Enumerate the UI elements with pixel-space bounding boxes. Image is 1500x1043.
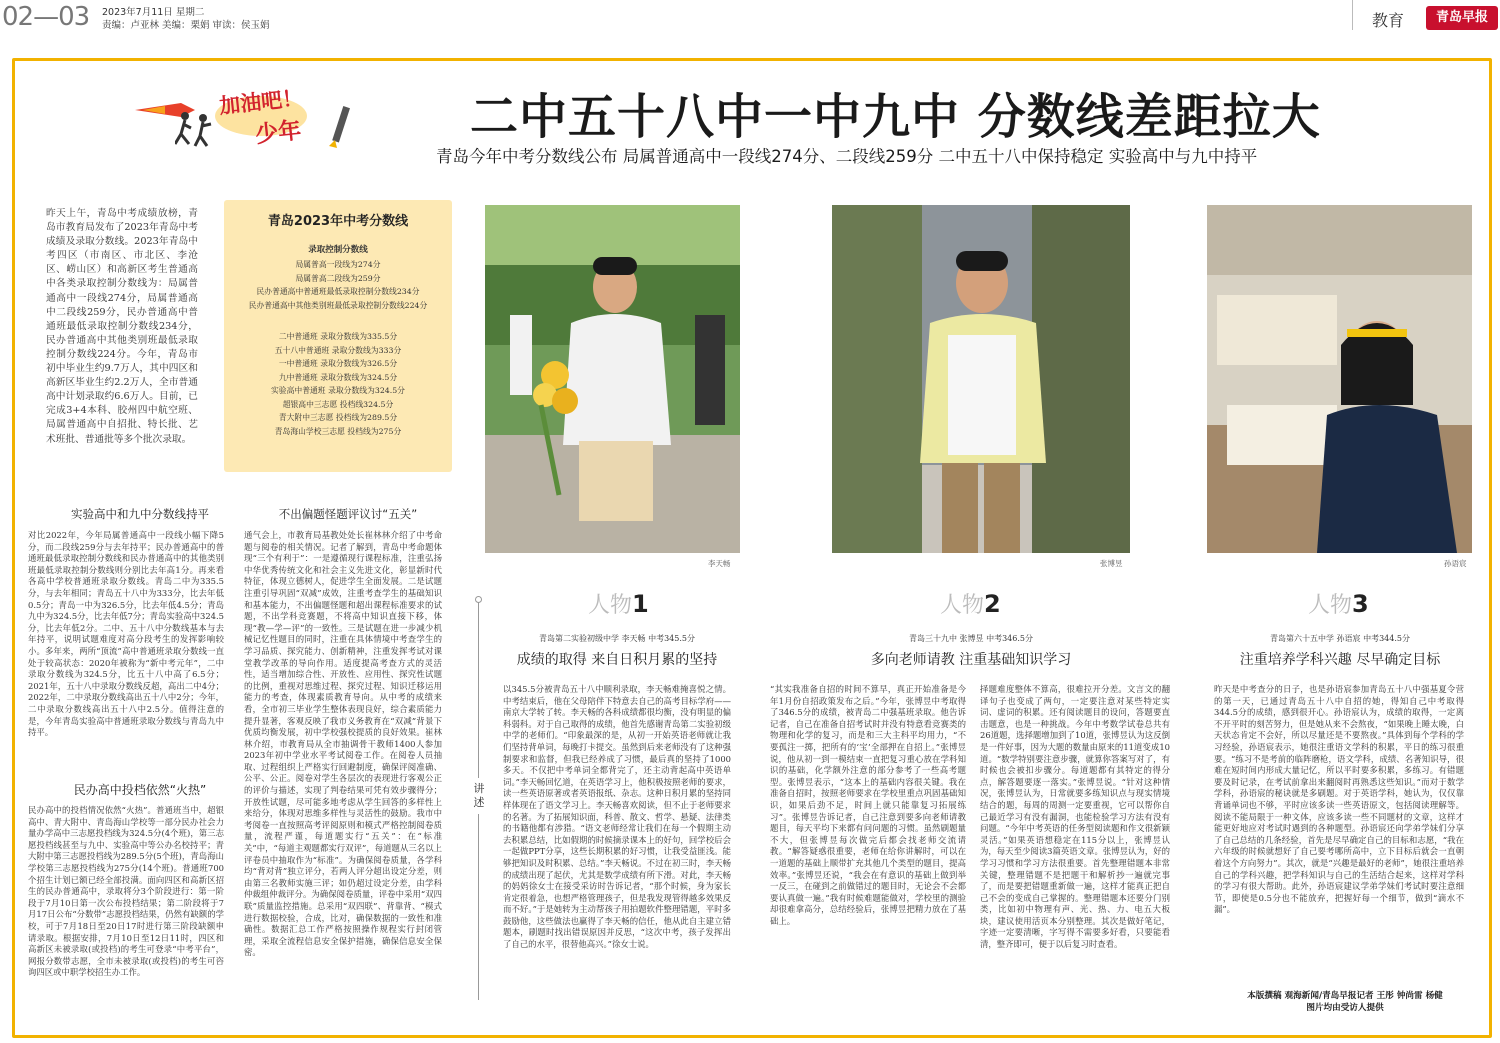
person2-label-text: 人物 [940, 593, 985, 618]
person1-number: 1 [632, 590, 649, 618]
editor-credits: 责编：卢亚林 美编：栗娟 审读：侯玉娟 [102, 20, 270, 31]
runners-icon [175, 110, 219, 150]
page-header [0, 0, 1500, 40]
credit-text: 本版撰稿 观海新闻/青岛早报记者 王彤 钟尚雷 杨健 图片均由受访人提供 [1247, 991, 1443, 1013]
school-line: 二中普通班 录取分数线为335.5分 [278, 332, 398, 341]
divider-dot [475, 596, 482, 603]
score-box-title: 青岛2023年中考分数线 [267, 214, 409, 229]
subheadline: 青岛今年中考分数线公布 局属普通高中一段线274分、二段线259分 二中五十八中保持稳定 实验高中与九中持平 [436, 147, 1258, 166]
badge-line2: 少年 [254, 117, 303, 149]
photo-zhang-boyu [832, 205, 1130, 553]
control-line: 局属普高二段线为259分 [295, 273, 381, 283]
person1-text: 以345.5分被青岛五十八中顺利录取，李天畅难掩喜悦之情。中考结束后，他在父母陪伴下特意去自己的高考目标学府——南京大学转了转。李天畅的各科成绩都很均衡，没有明显的偏科弱科。对于自己取得的成绩，他首先感谢青岛第二实验初级中学的老师们。“印象最深的是，从初一开始英语老师就让我们坚持背单词，每晚打卡提交。虽然到后来老师没有了这种强制要求和监督，但我已经养成了习惯，最后真的坚持了1000多天。不仅把中考单词全都背完了，还主动背起高中英语单词。”李天畅回忆道，在英语学习上，他积极按照老师的要求，读一些英语原著或者英语报纸、杂志。这种日积月累的坚持同样体现在了语文学习上。李天畅喜欢阅读，但不止于老师要求的名著。为了拓展知识面，科普、散文、哲学、悬疑、法律类的书籍他都有涉猎。“语文老师经常让我们在每一个假期主动去积累总结，比如假期的时候摘录课本上的好句，回学校后会一起做PPT分享，这些长期积累的好习惯，让我受益匪浅。能够把知识及时积累、总结。”李天畅说。不过在初三时，李天畅的成绩出现了起伏，尤其是数学成绩有所下滑。对此，李天畅的妈妈徐女士在接受采访时告诉记者，“那个时候，身为家长肯定很着急，也想严格管理孩子，但是我发现管得越多效果反而不好。”于是她转为主动帮孩子用拍题软件整理错题，平时多鼓励他，这些做法也赢得了李天畅的信任，他从此自主建立错题本，刷题时找出错误原因并反思，“这次中考，孩子发挥出了自己的水平，很替他高兴。”徐女士说。 [503, 684, 731, 950]
photo-caption-3: 孙语宸 [1444, 559, 1467, 568]
issue-date: 2023年7月11日 星期二 [102, 7, 205, 18]
school-line: 青大附中三志愿 投档线为289.5分 [278, 413, 398, 422]
badge-line1: 加油吧！ [218, 85, 305, 119]
person3-text: 昨天是中考查分的日子，也是孙语宸参加青岛五十八中强基夏令营的第一天，已通过青岛五十八中自招的她，得知自己中考取得344.5分的成绩，感到很开心。孙语宸认为，成绩的取得，一定离不开平时的刻苦努力，但是她从来不会熬夜，“如果晚上睡太晚，白天状态肯定不会好，所以尽量还是不要熬夜。”具体到每个学科的学习经验，孙语宸表示，她很注重语文学科的积累，平日的练习很重要。“练习不是考前的临阵磨枪，语文学科，成绩、名著知识导，很难在短时间内形成大量记忆，所以平时要多积累，多练习。有错题要及时记录，在考试前拿出来翻阅时再熟悉这些知识。”而对于数学学科，孙语宸的秘诀就是多刷题。对于英语学科，她认为，仅仅靠背诵单词也不够，平时应该多读一些英语原文，包括阅读理解等。阅读不能局限于一种文体，应该多读一些不同题材的文章，这样才能更好地应对考试时遇到的各种题型。孙语宸还向学弟学妹们分享了自己总结的几条经验，首先是尽早确定自己的目标和志愿，“我在六年级的时候就想好了自己要考哪所高中，立下目标后就会一直朝着这个方向努力”。其次，就是“兴趣是最好的老师”，她很注重培养自己的学科兴趣，把学科知识与自己的生活结合起来，这样对学科的学习有很大帮助。此外，孙语宸建议学弟学妹们考试时要注意细节，即使是0.5分也不能放弃，把握好每一个细节，做到“滴水不漏”。 [1214, 684, 1464, 915]
col2-heading: 不出偏题怪题评议讨“五关” [278, 507, 418, 521]
person3-info: 青岛第六十五中学 孙语宸 中考344.5分 [1270, 634, 1410, 643]
score-line-box [224, 200, 452, 472]
pen-icon [323, 106, 355, 150]
photo-caption-1: 李天畅 [708, 559, 731, 568]
control-heading: 录取控制分数线 [308, 245, 368, 255]
person2-number: 2 [984, 590, 1001, 618]
control-line: 民办普通高中其他类别班最低录取控制分数线224分 [248, 300, 428, 310]
school-line: 九中普通班 录取分数线为324.5分 [278, 372, 398, 382]
photo-li-tianchang [485, 205, 740, 553]
col1-text: 对比2022年，今年局属普通高中一段线小幅下降5分，而二段线259分与去年持平；民办普通高中的普通班最低录取控制分数线和民办普通高中的其他类别班最低录取控制分数线则分别比去年高1分。再来看各高中学校普通班录取分数线。青岛二中为335.5分，与去年相同；青岛五十八中为333分，比去年低0.5分；青岛一中为326.5分，比去年低4.5分；青岛九中为324.5分，比去年低7分；青岛实验高中324.5分，比去年低2分。二中、五十八中分数线基本与去年持平，说明试题难度对高分段考生的发挥影响较小。多年来，两所“顶流”高中普通班录取分数线一直处于较高状态：2020年被称为“新中考元年”，二中录取分数线为324.5分，比五十八中高了6.5分；2021年，五十八中录取分数线反超，高出二中4分；2022年，二中录取分数线高出五十八中2分；今年，二中录取分数线高出五十八中2.5分。值得注意的是，今年青岛实验高中普通班录取分数线与青岛九中持平。 [28, 530, 224, 738]
person3-title: 注重培养学科兴趣 尽早确定目标 [1239, 652, 1441, 668]
col1-heading2: 民办高中投档依然“火热” [73, 783, 207, 797]
person2-label [940, 588, 1001, 619]
newspaper-logo: 青岛早报 [1426, 6, 1498, 30]
article-credit [1214, 990, 1476, 1014]
speak-label: 讲述 [471, 778, 487, 814]
school-line: 青岛海山学校三志愿 投档线为275分 [274, 426, 402, 436]
intro-paragraph: 昨天上午，青岛中考成绩放榜，青岛市教育局发布了2023年青岛中考成绩及录取分数线。2023年青岛中考四区（市南区、市北区、李沧区、崂山区）和高新区考生普通高中各类录取控制分数线为：局属普通高中一段线274分，局属普通高中二段线259分，民办普通高中普通班最低录取控制分数线234分，民办普通高中其他类别班最低录取控制分数线224分。今年，青岛市初中毕业生约9.7万人，其中四区和高新区毕业生约2.2万人，全市普通高中计划录取约6.6万人。目前，已完成3+4本科、胶州四中航空班、局属普通高中自招批、特长批、艺术班批、普通批等多个批次录取。 [46, 208, 198, 445]
col1-text2: 民办高中的投档情况依然“火热”。普通班当中，超银高中、青大附中、青岛海山学校等一部分民办社会力量办学高中三志愿投档线为324.5分(4个班)，第三志愿投档线甚至与九中、实验高中等公办名校持平；青大附中第三志愿投档线为289.5分(5个班)，青岛海山学校第三志愿投档线为275分(14个班)。普通班700个招生计划已额已经全部投满。面向四区和高新区招生的民办普通高中，录取将分3个阶段进行：第一阶段于7月10日第一次公布投档结果；第二阶段将于7月17日公布“分数带”志愿投档结果，仍然有缺额的学校，可于7月18日至20日17时进行第三阶段缺额申请录取。根据安排，7月10日至12日11时，四区和高新区未被录取(或投档)的考生可登录“中考平台”，网报分数带志愿，全市未被录取(或投档)的考生可咨询四区或中职学校招生办工作。 [28, 805, 224, 978]
photo-sun-yuchen [1207, 205, 1472, 553]
col1-heading: 实验高中和九中分数线持平 [71, 507, 209, 521]
control-line: 局属普高一段线为274分 [295, 260, 381, 269]
col2-text: 通气会上，市教育局基教处处长崔林林介绍了中考命题与阅卷的相关情况。记者了解到，青岛中考命题体现“三个有利于”：一是遵循现行课程标准，注重弘扬中华优秀传统文化和社会主义先进文化，彰显新时代特征，体现立德树人，促进学生全面发展。二是试题注重引导巩固“双减”成效，注重考查学生的基础知识和基本能力，不出偏题怪题和超出课程标准要求的试题，不出学科竞赛题，不将高中知识直接下移，体现“教—学—评”的一致性。三是试题在进一步减少机械记忆性题目的同时，注重在具体情境中考查学生的学习品质、探究能力、创新精神，注重发挥考试对课堂教学改革的导向作用。适度提高考查方式的灵活性，适当增加综合性、开放性、应用性、探究性试题的比例，重视对思维过程、探究过程、知识迁移运用能力的考查，体现素质教育导向。从中考的成绩来看，全市初三毕业学生整体表现良好，综合素质能力提升显著，客观反映了我市义务教育在“双减”背景下优质均衡发展，初中学校强校提质的良好效果。崔林林介绍，市教育局从全市抽调骨干教师1400人参加2023年初中学业水平考试阅卷工作。在阅卷人员抽取、过程组织上严格实行回避制度，确保评阅准确、公平、公正。阅卷对学生各层次的表现进行客观公正的评价与描述，实现了判卷结果可凭有效步骤得分；开放性试题，尽可能多地考虑从学生回答的多样性上来给分，体现对思维多样性与灵活性的鼓励。我市中考阅卷一直按照高考评阅原则和模式严格控制阅卷质量，流程严谨，每道题实行“五关”：在“标准关”中，“每道主观题都实行双评”，每道题从三名以上评卷员中抽取作为“标准”。为确保阅卷质量，各学科均“背对背”独立评分，若两人评分超出设定分差，则由第三名教师实施三评；如仍超过设定分差，由学科仲裁组仲裁评分。为确保阅卷质量，评卷中采用“双四联”质量监控措施。总采用“双四联”、背靠背、“模式进行数据校验，合成，比对，确保数据的一致性和准确性。数据汇总工作严格按照操作规程实行封闭管理，采取全流程信息安全保护措施，确保信息安全保密。 [244, 530, 442, 958]
person2-title: 多向老师请教 注重基础知识学习 [870, 652, 1072, 668]
school-line: 实验高中普通班 录取分数线为324.5分 [271, 386, 405, 395]
person3-number: 3 [1352, 590, 1369, 618]
school-line: 超银高中三志愿 投档线324.5分 [282, 399, 394, 409]
person2-text-a: “其实我准备自招的时间不算早，真正开始准备是今年1月份自招政策发布之后。”今年，张博昱中考取得了346.5分的成绩，被青岛二中强基班录取。他告诉记者，自己在准备自招考试时并没有特意看竞赛类的物理和化学的复习，而是和三大主科平均用力，“不要孤注一掷，把所有的‘宝’全部押在自招上。”张博昱说，他从初一到一模结束一直把复习重心放在学科知识的基础，化学额外注意的部分参考了一些高考题型。张博昱表示，“这本上的基础内容很关键。我在准备自招时，按照老师要求在学校里重点巩固基础知识，如果后劲不足，时间上就只能靠复习拓展练习”。张博昱告诉记者，自己注意到要多向老师请教题目，每天平均下来都有问问题的习惯。虽然刷题量不大，但张博昱每次做完后都会找老师交流请教。“解答疑惑很重要，老师在给你讲解时，可以在一道题的基础上顺带扩充其他几个类型的题目，提高效率。”张博昱还说，“我会在有意识的基础上做到举一反三，在碰到之前做错过的题目时，无论会不会都要认真做一遍。”我有时候难题能做对，学校里的测验却很难拿高分，总结经验后，张博昱把精力放在了基础上。 [770, 684, 966, 926]
control-line: 民办普通高中普通班最低录取控制分数线234分 [256, 287, 420, 296]
person3-label [1308, 588, 1369, 619]
header-divider [1352, 0, 1358, 30]
person1-info: 青岛第二实验初级中学 李天畅 中考345.5分 [539, 634, 695, 643]
person2-info: 青岛三十九中 张博昱 中考346.5分 [909, 634, 1033, 643]
section-name: 教育 [1372, 11, 1405, 30]
page-number: 02—03 [2, 2, 90, 32]
headline: 二中五十八中一中九中 分数线差距拉大 [470, 89, 1321, 145]
person1-label [588, 588, 649, 619]
column-badge [135, 86, 355, 150]
person3-label-text: 人物 [1308, 593, 1353, 618]
person2-text-b: 择题难度整体不算高，很难拉开分差。文言文的翻译句子也变成了两句，一定要注意对某些特定实词、虚词的积累。还有阅读题目的设问，答题要直击题意，也是一种挑战。今年中考数学试卷总共有26道题，选择题增加到了10道，张博昱认为这反倒是一件好事，因为大题的数量由原来的11道变成10道。“数学特别要注意步骤，就算你答案写对了，有时候也会被扣步骤分。每道题都有其特定的得分点，解答题要逐一落实。”张博昱说。“针对这种情况，张博昱认为，日常就要多练知识点与现实情境结合的题，每周的周测一定要重视，它可以帮你自己最近学习有没有漏洞，也能检验学习方法有没有问题。“今年中考英语的任务型阅读题和作文很新颖灵活。”如果英语想稳定在115分以上，张博昱认为，每天至少阅读3篇英语文章。张博昱认为，好的学习习惯和学习方法很重要。首先整理错题本非常关键，整理错题不是把题干和解析抄一遍就完事了，而是要把错题重新做一遍，这样才能真正把自己不会的变成自己掌握的。整理错题本还要分门别类，比如初中物理有声、光、热、力、电五大板块，建议使用活页本分别整理。其次是做好笔记，字迹一定要清晰，字写得不需要多好看，只要能看清，整齐即可，便于以后复习时查看。 [980, 684, 1170, 950]
person1-label-text: 人物 [588, 593, 633, 618]
school-line: 一中普通班 录取分数线为326.5分 [278, 359, 398, 368]
person1-title: 成绩的取得 来自日积月累的坚持 [516, 652, 718, 668]
school-line: 五十八中普通班 录取分数线为333分 [274, 345, 402, 355]
photo-caption-2: 张博昱 [1100, 559, 1123, 568]
